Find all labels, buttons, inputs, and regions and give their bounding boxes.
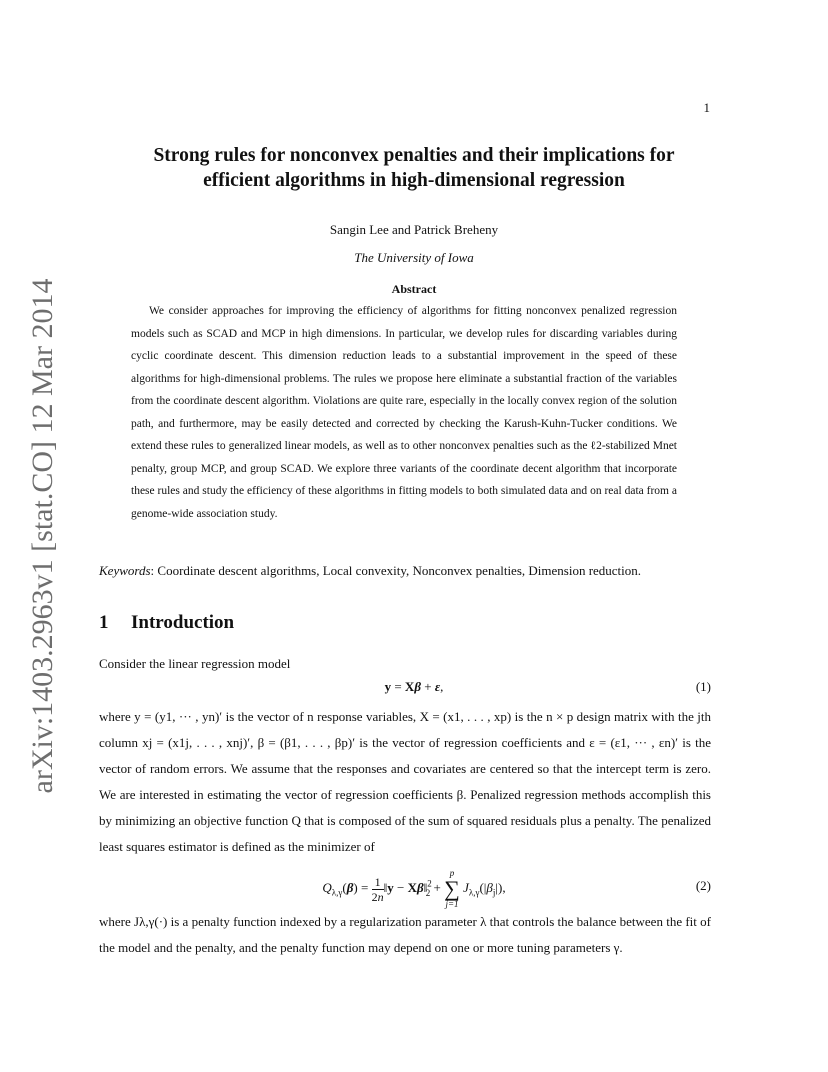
authors: Sangin Lee and Patrick Breheny (329, 222, 499, 237)
keywords-text: : Coordinate descent algorithms, Local convexity, Nonconvex penalties, Dimension reduction. (150, 563, 642, 578)
section-number: 1 (99, 612, 109, 633)
paragraph-2: where y = (y1, ··· , yn)′ is the vector of n response variables, X = (x1, . . . , xp) is the n × p design matrix with the jth column xj = (x1j, . . . , xnj)′, β = (β1, . . . , βp)′ is the vector of regression coefficients and ε = (ε1, ··· , εn)′ is the vector of random errors. We assume that the responses and covariates are centered so that the intercept term is zero. We are interested in estimating the vector of regression coefficients β. Penalized regression methods accomplish this by minimizing an objective function Q that is composed of the sum of squared residuals plus a penalty. The penalized least squares estimator is defined as the minimizer of (99, 709, 711, 854)
paragraph-1: Consider the linear regression model (99, 656, 291, 671)
paragraph-3: where Jλ,γ(·) is a penalty function indexed by a regularization parameter λ that controls the balance between the fit of the model and the penalty, and the penalty function may depend on one or more tuning parameters γ. (99, 914, 711, 955)
section-title: Introduction (131, 612, 235, 633)
affiliation: The University of Iowa (354, 250, 474, 265)
equation-1-label: (1) (695, 679, 711, 694)
page-number: 1 (703, 100, 710, 115)
title-line-1: Strong rules for nonconvex penalties and their implications for (153, 145, 675, 166)
arxiv-side-stamp: arXiv:1403.2963v1 [stat.CO] 12 Mar 2014 (26, 278, 59, 794)
equation-2-label: (2) (695, 878, 711, 893)
paper-title (60, 143, 768, 193)
equation-1: y = Xβ + ε, (384, 679, 444, 694)
abstract-heading: Abstract (391, 282, 437, 296)
title-line-2: efficient algorithms in high-dimensional regression (203, 170, 625, 191)
fraction-one-over-2n: $\frac{1}{2n}$ (371, 874, 384, 904)
summation-symbol: p ∑ j=1 (444, 868, 460, 909)
keywords-label: Keywords (99, 563, 151, 578)
abstract-text: We consider approaches for improving the efficiency of algorithms for fitting nonconvex penalized regression models such as SCAD and MCP in high dimensions. In particular, we develop rules for discarding variables during cyclic coordinate descent. This dimension reduction leads to a substantial improvement in the speed of these algorithms for high-dimensional problems. The rules we propose here eliminate a substantial fraction of the variables from the coordinate descent algorithm. Violations are quite rare, especially in the locally convex region of the solution path, and furthermore, may be easily detected and corrected by checking the Karush-Kuhn-Tucker conditions. We extend these rules to generalized linear models, as well as to other nonconvex penalties such as the ℓ2-stabilized Mnet penalty, group MCP, and group SCAD. We explore three variants of the coordinate decent algorithm that incorporate these rules and study the efficiency of these algorithms in fitting models to both simulated data and on real data from a genome-wide association study. (131, 305, 677, 520)
equation-2: $Q_{\lambda,\gamma}(\beta)$ = $\frac{1}{2n}$ ‖y − Xβ‖$^2_2$ + p ∑ j=1 $J_{\lambda,\gamma}(|\beta_j|)$, (322, 868, 506, 909)
keywords (99, 563, 739, 579)
section-heading (99, 612, 234, 634)
